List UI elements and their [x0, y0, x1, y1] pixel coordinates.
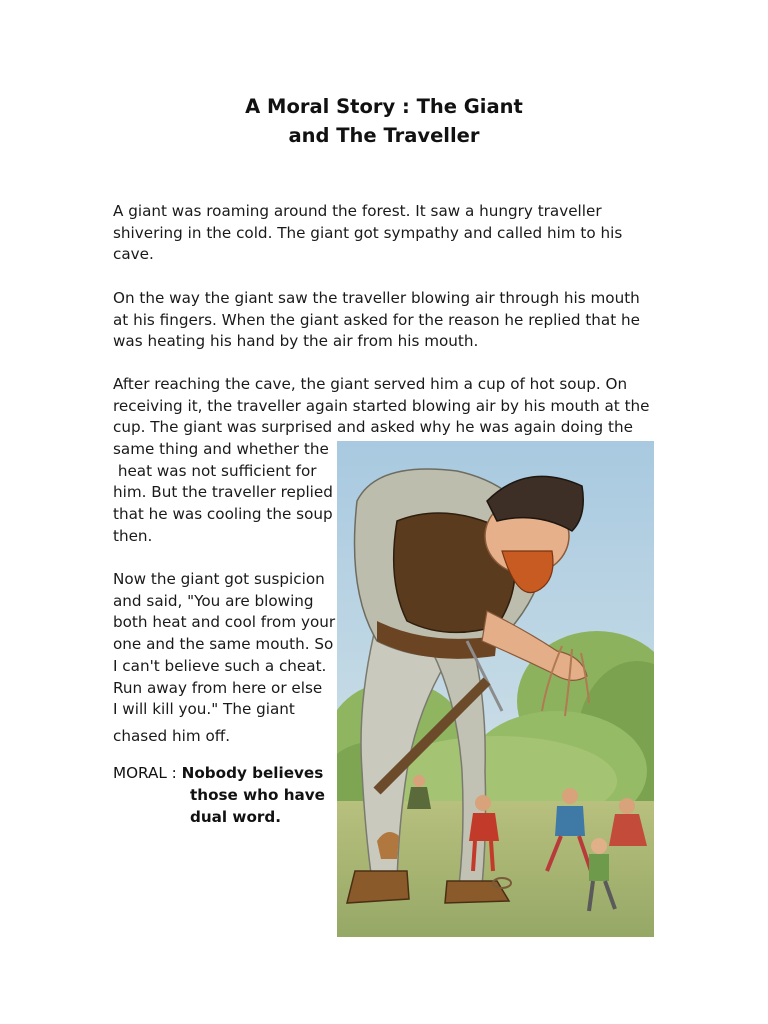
text-line: same thing and whether the	[113, 440, 329, 458]
text-line: I can't believe such a cheat.	[113, 656, 327, 675]
paragraph-3	[113, 374, 658, 439]
text-line: one and the same mouth. So	[113, 635, 334, 654]
paragraph-3-continued	[113, 439, 343, 548]
text-line: receiving it, the traveller again started blowing air by his mouth at the	[113, 396, 650, 415]
text-line: On the way the giant saw the traveller blowing air through his mouth	[113, 289, 640, 307]
moral-line: dual word.	[190, 808, 282, 826]
moral-line: those who have	[190, 786, 325, 804]
text-line: heat was not sufficient for	[113, 461, 317, 480]
text-line: After reaching the cave, the giant served him a cup of hot soup. On	[113, 375, 628, 393]
text-line: both heat and cool from your	[113, 613, 336, 632]
story-title	[0, 92, 768, 150]
moral-first-line	[113, 764, 323, 782]
text-line: chased him off.	[113, 726, 231, 745]
text-line: him. But the traveller replied	[113, 483, 333, 502]
text-line: was heating his hand by the air from his mouth.	[113, 332, 479, 351]
text-line: cave.	[113, 245, 154, 264]
giant-and-traveller-illustration	[337, 441, 654, 937]
text-line: and said, "You are blowing	[113, 591, 314, 610]
text-line: at his fingers. When the giant asked for the reason he replied that he	[113, 310, 640, 329]
paragraph-1	[113, 201, 658, 266]
text-line: Run away from here or else	[113, 678, 323, 697]
text-line: that he was cooling the soup	[113, 505, 333, 524]
text-line: A giant was roaming around the forest. It saw a hungry traveller	[113, 202, 602, 220]
moral-label: MORAL :	[113, 764, 182, 782]
moral-line: Nobody believes	[181, 764, 324, 782]
moral-block	[113, 762, 353, 828]
text-line: Now the giant got suspicion	[113, 570, 325, 588]
paragraph-4	[113, 569, 343, 748]
text-line: shivering in the cold. The giant got sympathy and called him to his	[113, 223, 623, 242]
text-line: I will kill you." The giant	[113, 700, 295, 719]
paragraph-2	[113, 288, 658, 353]
text-line: then.	[113, 526, 153, 545]
title-line-2: and The Traveller	[288, 124, 480, 147]
title-line-1: A Moral Story : The Giant	[245, 95, 523, 118]
text-line: cup. The giant was surprised and asked why he was again doing the	[113, 418, 633, 437]
